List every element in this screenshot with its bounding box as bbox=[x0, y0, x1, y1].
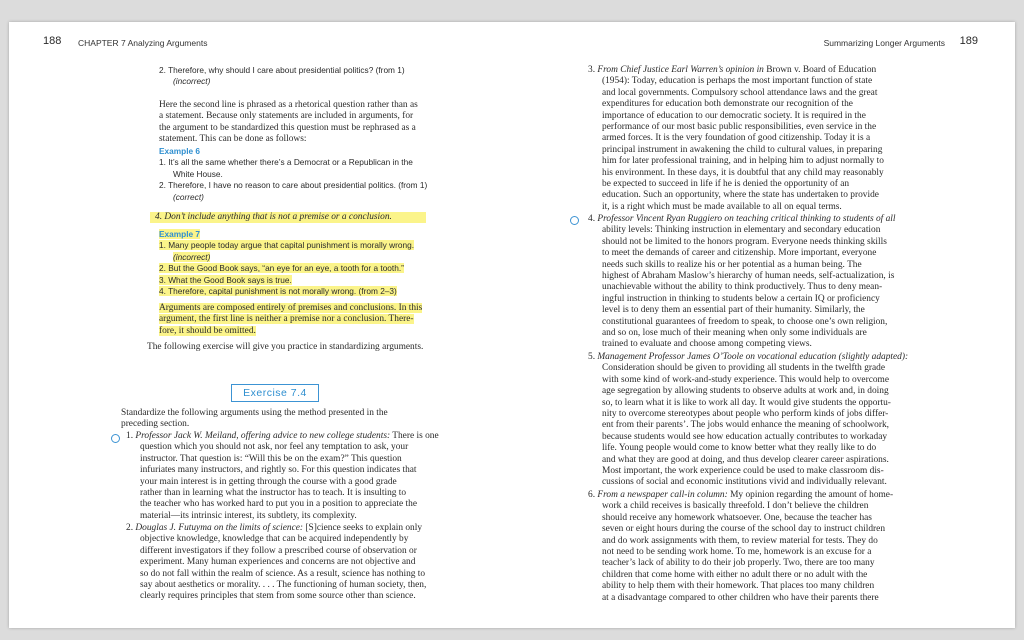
rule-4-highlight: 4. Don’t include anything that is not a premise or a conclusion. bbox=[150, 212, 426, 223]
exercise-instructions: Standardize the following arguments using the method presented in the preceding section. bbox=[121, 408, 388, 430]
example-6-heading: Example 6 bbox=[159, 146, 201, 156]
annotation-circle-icon[interactable] bbox=[111, 434, 120, 443]
exercise-item-1: 1. Professor Jack W. Meiland, offering advice to new college students: There is one question which you should not ask, nor feel any temptation to ask, your instructor. That question is: “Will this be on the exam?” This question infuriates many instructors, and rightly so. For this question indicates that your main interest is in getting through the course with a good grade rather than in learning what the instructor has to teach. It is insulting to the teacher who has worked hard to put you in a position to appreciate the material—its intrinsic interest, its subtlety, its complexity. bbox=[126, 431, 439, 521]
top-item: 2. Therefore, why should I care about presidential politics? (from 1) (incorrect) bbox=[159, 65, 405, 87]
left-page bbox=[9, 22, 512, 628]
example-7: Example 7 1. Many people today argue that capital punishment is morally wrong. (incorrect) 2. But the Good Book says, “an eye for an eye, a tooth for a tooth.” 3. What the Good Book says is true. 4. Therefore, capital punishment is not morally wrong. (from 2–3) bbox=[159, 229, 415, 297]
right-page-number: 189 bbox=[959, 35, 978, 47]
paragraph-1: Here the second line is phrased as a rhetorical question rather than as a statement. Because only statements are included in arguments, for the argument to be standardized this question must be rephrased as a statement. This can be done as follows: bbox=[159, 100, 418, 145]
example-6: Example 6 1. It’s all the same whether there’s a Democrat or a Republican in the White House. 2. Therefore, I have no reason to care about presidential politics. (from 1) (correct) bbox=[159, 146, 459, 203]
exercise-item-3: 3. From Chief Justice Earl Warren’s opinion in Brown v. Board of Education (1954): Today, education is perhaps the most important function of state and local governments. Compulsory school attendance laws and the great expenditures for education both demonstrate our recognition of the importance of education to our democratic society. It is required in the performance of our most basic public responsibilities, even service in the armed forces. It is the very foundation of good citizenship. Today it is a principal instrument in awakening the child to cultural values, in preparing him for later professional training, and in helping him to adjust normally to his environment. In these days, it is doubtful that any child may reasonably be expected to succeed in life if he is denied the opportunity of an education. Such an opportunity, where the state has undertaken to provide it, is a right which must be made available to all on equal terms. bbox=[588, 65, 884, 212]
left-page-number: 188 bbox=[43, 35, 62, 47]
exercise-item-2: 2. Douglas J. Futuyma on the limits of science: [S]cience seeks to explain only objective knowledge, knowledge that can be acquired independently by different investigators if they follow a prescribed course of observation or experiment. Many human experiences and concerns are not objective and so do not fall within the realm of science. As a result, science has nothing to say about aesthetics or morality. . . . The functioning of human society, then, clearly requires principles that stem from some source other than science. bbox=[126, 523, 427, 602]
exercise-item-5: 5. Management Professor James O’Toole on vocational education (slightly adapted): Consideration should be given to providing all students in the twelfth grade with some kind of work-and-study experience. This would help to overcome age segregation by allowing students to observe adults at work and, in doing so, to learn what it is like to work all day. It would give students the opportu- nity to overcome stereotypes about people who perform kinds of jobs differ- ent from their parents’. The jobs would enhance the meaning of schoolwork, because students would see how education actually contributes to workaday life. Young people would come to know better what they really like to do and what they are good at doing, and thus develop clearer career aspirations. Most important, the work experience could be used to make classroom dis- cussions of social and economic institutions vivid and individually relevant. bbox=[588, 352, 909, 488]
paragraph-2: Arguments are composed entirely of premises and conclusions. In this argument, the first line is neither a premise nor a conclusion. There- fore, it should be omitted. bbox=[159, 303, 423, 336]
right-page bbox=[512, 22, 1015, 628]
exercise-title: Exercise 7.4 bbox=[243, 387, 307, 399]
book-spread bbox=[9, 22, 1015, 628]
paragraph-3: The following exercise will give you practice in standardizing arguments. bbox=[147, 342, 424, 352]
annotation-circle-icon[interactable] bbox=[570, 216, 579, 225]
right-running-head: Summarizing Longer Arguments bbox=[823, 38, 945, 48]
exercise-item-6: 6. From a newspaper call-in column: My opinion regarding the amount of home- work a child receives is basically threefold. I don’t believe the children should receive any homework whatsoever. One, because the teacher has seven or eight hours during the course of the school day to instruct children and do work assignments with them, to review material for tests. They do not need to be sending work home. To me, homework is an excuse for a teacher’s lack of ability to do their job properly. Two, there are too many children that come home with either no adult there or no adult with the ability to help them with their homework. That places too many children at a disadvantage compared to other children who have their parents there bbox=[588, 490, 894, 603]
example-7-heading: Example 7 bbox=[159, 229, 201, 239]
exercise-item-4: 4. Professor Vincent Ryan Ruggiero on teaching critical thinking to students of all ability levels: Thinking instruction in elementary and secondary education should not be limited to the honors program. Everyone needs thinking skills to meet the demands of career and citizenship. More important, everyone needs such skills to realize his or her potential as a human being. The highest of Abraham Maslow’s hierarchy of human needs, self-actualization, is unachievable without the ability to think productively. Thus to deny mean- ingful instruction in thinking to students below a certain IQ or proficiency level is to deny them an essential part of their humanity. Similarly, the constitutional guarantees of freedom to speak, to choose one’s own religion, and so on, lose much of their meaning when only some individuals are trained to evaluate and choose among competing views. bbox=[588, 214, 896, 350]
left-running-head: CHAPTER 7 Analyzing Arguments bbox=[78, 38, 208, 48]
exercise-title-box bbox=[231, 384, 319, 402]
